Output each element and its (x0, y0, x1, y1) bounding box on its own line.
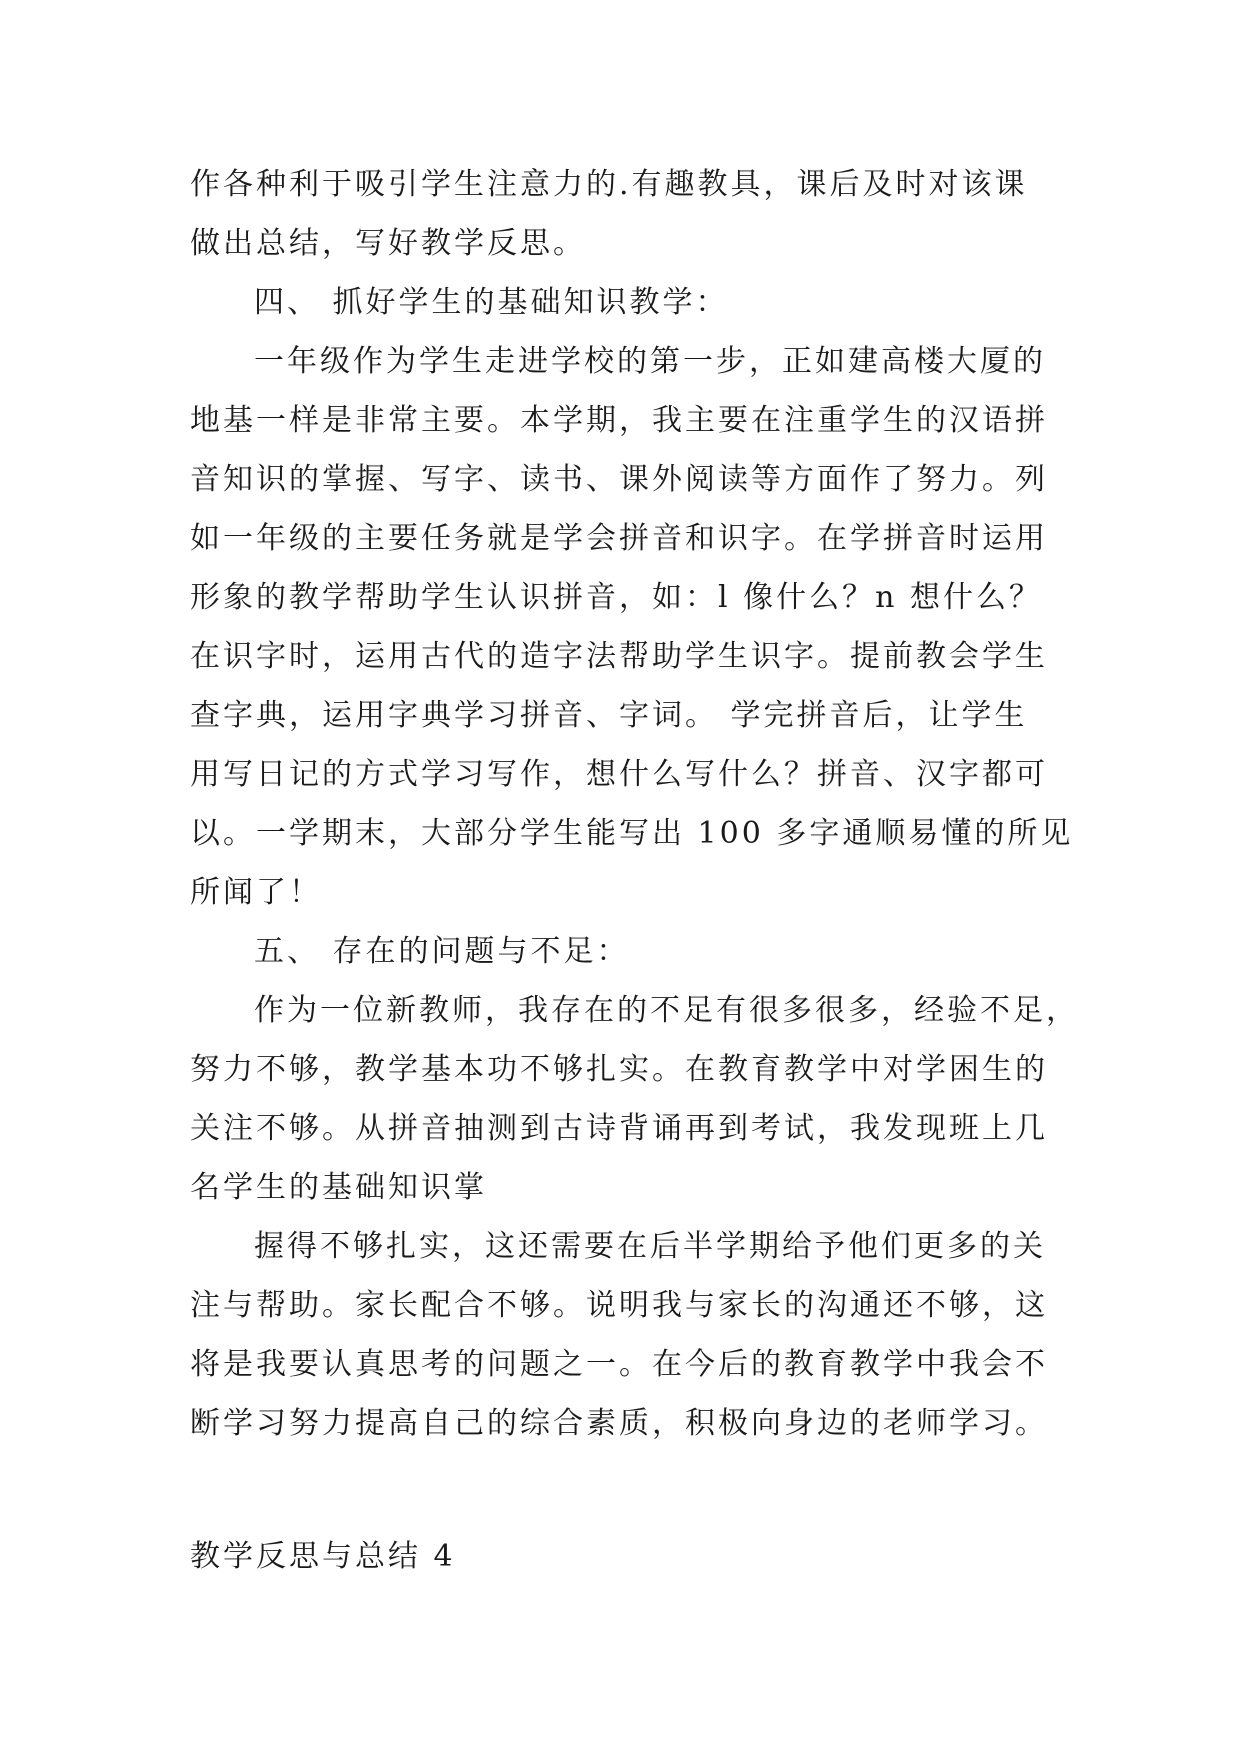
text-line: 形象的教学帮助学生认识拼音，如：l 像什么？n 想什么？ (190, 580, 1042, 615)
text-line: 音知识的掌握、写字、读书、课外阅读等方面作了努力。列 (190, 462, 1048, 497)
document-page (190, 155, 1079, 1586)
paragraph-start: 一年级作为学生走进学校的第一步，正如建高楼大厦的 (254, 344, 1046, 379)
text-line: 所闻了！ (190, 875, 322, 910)
text-line: 名学生的基础知识掌 (190, 1170, 487, 1205)
section-heading: 四、 抓好学生的基础知识教学： (254, 285, 729, 320)
text-line: 将是我要认真思考的问题之一。在今后的教育教学中我会不 (190, 1347, 1048, 1382)
paragraph-start: 握得不够扎实，这还需要在后半学期给予他们更多的关 (254, 1229, 1046, 1264)
text-line: 努力不够，教学基本功不够扎实。在教育教学中对学困生的 (190, 1052, 1048, 1087)
text-line: 在识字时，运用古代的造字法帮助学生识字。提前教会学生 (190, 639, 1048, 674)
text-line: 地基一样是非常主要。本学期，我主要在注重学生的汉语拼 (190, 403, 1048, 438)
paragraph-start: 作为一位新教师，我存在的不足有很多很多，经验不足， (254, 993, 1079, 1028)
section-heading: 五、 存在的问题与不足： (254, 934, 630, 969)
text-line: 注与帮助。家长配合不够。说明我与家长的沟通还不够，这 (190, 1288, 1048, 1323)
text-line: 用写日记的方式学习写作，想什么写什么？拼音、汉字都可 (190, 757, 1048, 792)
text-line: 查字典，运用字典学习拼音、字词。 学完拼音后，让学生 (190, 698, 1028, 733)
next-section-title: 教学反思与总结 4 (190, 1539, 456, 1574)
spacer (190, 1453, 1070, 1493)
text-line: 作各种利于吸引学生注意力的.有趣教具，课后及时对该课 (190, 167, 1028, 202)
text-line: 以。一学期末，大部分学生能写出 100 多字通顺易懂的所见 (190, 816, 1074, 851)
text-line: 做出总结，写好教学反思。 (190, 226, 586, 261)
text-line: 关注不够。从拼音抽测到古诗背诵再到考试，我发现班上几 (190, 1111, 1048, 1146)
text-line: 如一年级的主要任务就是学会拼音和识字。在学拼音时运用 (190, 521, 1048, 556)
text-line: 断学习努力提高自己的综合素质，积极向身边的老师学习。 (190, 1406, 1048, 1441)
